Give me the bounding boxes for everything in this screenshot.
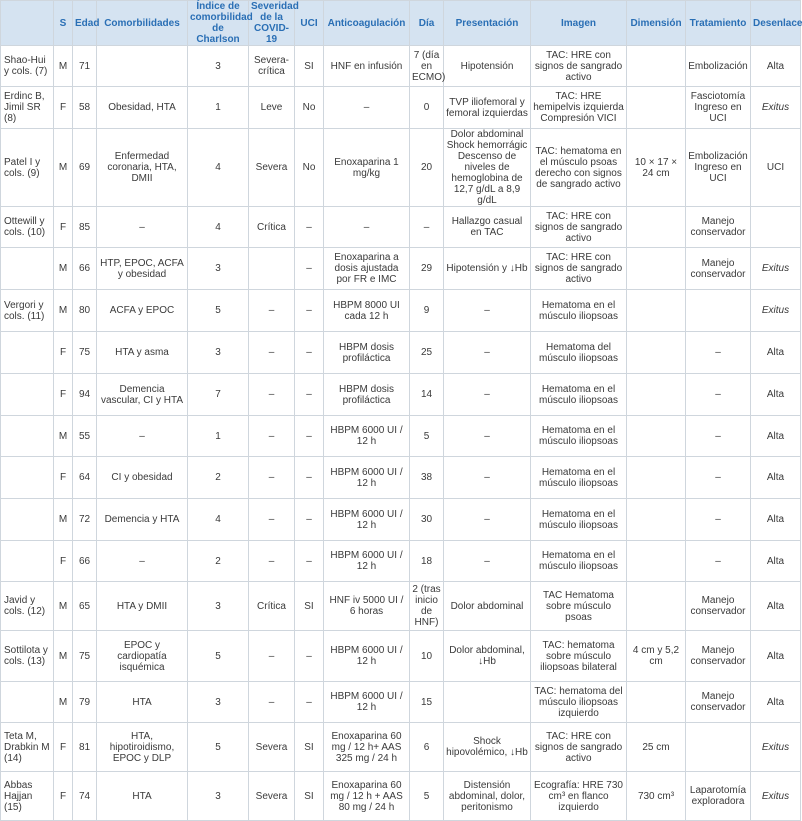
cell-s: M <box>54 46 73 87</box>
cell-autor <box>1 332 54 374</box>
cell-autor: Ottewill y cols. (10) <box>1 207 54 248</box>
cell-comorbilidades: CI y obesidad <box>97 457 188 499</box>
cell-imagen: Hematoma en el músculo iliopsoas <box>531 416 627 457</box>
cell-uci: – <box>295 631 324 682</box>
cell-charlson: 2 <box>188 541 249 582</box>
header-anticoagulacion: Anticoagulación <box>324 1 410 46</box>
cell-dimension <box>627 46 686 87</box>
cell-dia: 18 <box>410 541 444 582</box>
header-row <box>1 1 801 46</box>
cell-anticoagulacion: HBPM dosis profiláctica <box>324 332 410 374</box>
cell-desenlace: Alta <box>751 541 801 582</box>
cell-dia: – <box>410 207 444 248</box>
cell-edad: 85 <box>73 207 97 248</box>
cell-comorbilidades: Obesidad, HTA <box>97 87 188 129</box>
cell-dia: 25 <box>410 332 444 374</box>
cell-severidad: – <box>249 332 295 374</box>
cell-dimension <box>627 682 686 723</box>
cell-uci: No <box>295 87 324 129</box>
cell-edad: 72 <box>73 499 97 541</box>
cell-dimension <box>627 499 686 541</box>
cell-tratamiento <box>686 723 751 772</box>
cell-anticoagulacion: HBPM 6000 UI / 12 h <box>324 499 410 541</box>
cell-presentacion: Shock hipovolémico, ↓Hb <box>444 723 531 772</box>
table-row <box>1 87 801 129</box>
cell-uci: No <box>295 129 324 207</box>
cell-edad: 66 <box>73 248 97 290</box>
cell-severidad: Crítica <box>249 207 295 248</box>
cell-s: M <box>54 416 73 457</box>
cell-edad: 64 <box>73 457 97 499</box>
cell-severidad: – <box>249 499 295 541</box>
cell-uci: – <box>295 290 324 332</box>
cell-autor: Javid y cols. (12) <box>1 582 54 631</box>
cell-imagen: Ecografía: HRE 730 cm³ en flanco izquierdo <box>531 772 627 821</box>
cell-presentacion: Distensión abdominal, dolor, peritonismo <box>444 772 531 821</box>
cell-charlson: 2 <box>188 457 249 499</box>
cell-uci: – <box>295 541 324 582</box>
cell-uci: – <box>295 374 324 416</box>
cell-charlson: 4 <box>188 499 249 541</box>
cell-presentacion: Hallazgo casual en TAC <box>444 207 531 248</box>
cell-autor: Shao-Hui y cols. (7) <box>1 46 54 87</box>
cell-imagen: TAC: HRE con signos de sangrado activo <box>531 46 627 87</box>
table-body <box>1 46 801 821</box>
table-row <box>1 682 801 723</box>
cell-dia: 7 (día en ECMO) <box>410 46 444 87</box>
table-row <box>1 129 801 207</box>
cell-uci: – <box>295 499 324 541</box>
cell-uci: SI <box>295 46 324 87</box>
cell-edad: 75 <box>73 332 97 374</box>
cell-desenlace <box>751 207 801 248</box>
cell-autor <box>1 682 54 723</box>
cell-desenlace: UCI <box>751 129 801 207</box>
cell-dimension <box>627 541 686 582</box>
cell-desenlace-text: Exitus <box>761 790 790 802</box>
cell-tratamiento: Embolización Ingreso en UCI <box>686 129 751 207</box>
cell-edad: 55 <box>73 416 97 457</box>
cell-desenlace-text: Exitus <box>761 741 790 753</box>
cell-presentacion: – <box>444 332 531 374</box>
cell-comorbilidades: HTA y DMII <box>97 582 188 631</box>
header-severidad: Severidad de la COVID-19 <box>249 1 295 46</box>
header-sexo: S <box>54 1 73 46</box>
cell-tratamiento: – <box>686 416 751 457</box>
cell-presentacion: Dolor abdominal Shock hemorrágic Descenso de niveles de hemoglobina de 12,7 g/dL a 8,9 g/dL <box>444 129 531 207</box>
cell-s: F <box>54 332 73 374</box>
cell-dia: 14 <box>410 374 444 416</box>
cell-s: M <box>54 682 73 723</box>
table-row <box>1 723 801 772</box>
cell-anticoagulacion: HBPM dosis profiláctica <box>324 374 410 416</box>
cell-autor: Sottilota y cols. (13) <box>1 631 54 682</box>
header-uci: UCI <box>295 1 324 46</box>
cell-tratamiento: – <box>686 332 751 374</box>
cell-severidad: Severa <box>249 772 295 821</box>
cell-severidad: – <box>249 374 295 416</box>
cell-dia: 38 <box>410 457 444 499</box>
cell-imagen: Hematoma en el músculo iliopsoas <box>531 499 627 541</box>
cell-desenlace <box>751 87 801 129</box>
cell-s: M <box>54 582 73 631</box>
cell-charlson: 1 <box>188 416 249 457</box>
cell-desenlace <box>751 290 801 332</box>
cell-severidad: – <box>249 541 295 582</box>
cell-anticoagulacion: HBPM 8000 UI cada 12 h <box>324 290 410 332</box>
cell-tratamiento: Manejo conservador <box>686 682 751 723</box>
cell-s: F <box>54 374 73 416</box>
cell-autor <box>1 541 54 582</box>
cell-dia: 10 <box>410 631 444 682</box>
cell-s: F <box>54 723 73 772</box>
cell-severidad: – <box>249 416 295 457</box>
cell-presentacion: – <box>444 499 531 541</box>
cell-dimension <box>627 374 686 416</box>
cell-s: F <box>54 541 73 582</box>
header-tratamiento: Tratamiento <box>686 1 751 46</box>
cell-edad: 81 <box>73 723 97 772</box>
cell-desenlace-text: Exitus <box>761 263 790 274</box>
cell-dia: 0 <box>410 87 444 129</box>
table-row <box>1 416 801 457</box>
cell-anticoagulacion: HNF iv 5000 UI / 6 horas <box>324 582 410 631</box>
table-row <box>1 207 801 248</box>
cell-severidad: Severa <box>249 129 295 207</box>
cell-autor <box>1 499 54 541</box>
cell-comorbilidades: EPOC y cardiopatía isquémica <box>97 631 188 682</box>
cell-edad: 65 <box>73 582 97 631</box>
cell-imagen: Hematoma en el músculo iliopsoas <box>531 457 627 499</box>
cell-imagen: Hematoma en el músculo iliopsoas <box>531 290 627 332</box>
table-row <box>1 374 801 416</box>
cell-dia: 2 (tras inicio de HNF) <box>410 582 444 631</box>
cell-presentacion: – <box>444 416 531 457</box>
cell-comorbilidades: ACFA y EPOC <box>97 290 188 332</box>
cell-dimension <box>627 582 686 631</box>
cell-dia: 15 <box>410 682 444 723</box>
cell-dia: 20 <box>410 129 444 207</box>
cell-imagen: TAC: hematoma en el músculo psoas derecho con signos de sangrado activo <box>531 129 627 207</box>
cell-charlson: 3 <box>188 682 249 723</box>
cell-tratamiento: – <box>686 499 751 541</box>
cell-presentacion: – <box>444 541 531 582</box>
table-row <box>1 772 801 821</box>
cell-dimension <box>627 290 686 332</box>
cell-imagen: Hematoma en el músculo iliopsoas <box>531 374 627 416</box>
cell-presentacion: – <box>444 290 531 332</box>
cell-desenlace <box>751 772 801 821</box>
cell-desenlace: Alta <box>751 631 801 682</box>
cell-presentacion: – <box>444 457 531 499</box>
cell-presentacion <box>444 682 531 723</box>
cell-anticoagulacion: Enoxaparina 60 mg / 12 h + AAS 80 mg / 24 h <box>324 772 410 821</box>
cell-charlson: 5 <box>188 290 249 332</box>
cell-edad: 75 <box>73 631 97 682</box>
cell-dia: 5 <box>410 416 444 457</box>
cell-desenlace-text: Exitus <box>761 305 790 316</box>
cell-s: M <box>54 499 73 541</box>
header-imagen: Imagen <box>531 1 627 46</box>
cell-severidad <box>249 248 295 290</box>
header-charlson: Índice de comorbilidad de Charlson <box>188 1 249 46</box>
cell-imagen: TAC: HRE con signos de sangrado activo <box>531 207 627 248</box>
cell-imagen: TAC: hematoma sobre músculo iliopsoas bilateral <box>531 631 627 682</box>
cell-uci: SI <box>295 772 324 821</box>
table-row <box>1 290 801 332</box>
cell-tratamiento: Fasciotomía Ingreso en UCI <box>686 87 751 129</box>
cell-comorbilidades: Enfermedad coronaria, HTA, DMII <box>97 129 188 207</box>
cell-desenlace: Alta <box>751 46 801 87</box>
cell-tratamiento: Manejo conservador <box>686 582 751 631</box>
table-row <box>1 332 801 374</box>
header-comorbilidades: Comorbilidades <box>97 1 188 46</box>
cell-presentacion: Dolor abdominal, ↓Hb <box>444 631 531 682</box>
cell-uci: – <box>295 248 324 290</box>
cell-s: M <box>54 129 73 207</box>
cell-anticoagulacion: Enoxaparina 60 mg / 12 h+ AAS 325 mg / 24 h <box>324 723 410 772</box>
cell-dia: 9 <box>410 290 444 332</box>
cell-edad: 74 <box>73 772 97 821</box>
cell-imagen: Hematoma en el músculo iliopsoas <box>531 541 627 582</box>
cell-s: F <box>54 87 73 129</box>
cell-comorbilidades: – <box>97 541 188 582</box>
cell-desenlace: Alta <box>751 682 801 723</box>
cell-severidad: – <box>249 631 295 682</box>
cell-autor <box>1 416 54 457</box>
cell-dimension <box>627 207 686 248</box>
cell-desenlace: Alta <box>751 457 801 499</box>
cell-charlson: 5 <box>188 723 249 772</box>
cell-comorbilidades: HTA, hipotiroidismo, EPOC y DLP <box>97 723 188 772</box>
cell-uci: SI <box>295 582 324 631</box>
cell-charlson: 3 <box>188 248 249 290</box>
header-desenlace: Desenlace <box>751 1 801 46</box>
cell-presentacion: Hipotensión y ↓Hb <box>444 248 531 290</box>
cell-anticoagulacion: HBPM 6000 UI / 12 h <box>324 457 410 499</box>
cell-autor <box>1 248 54 290</box>
cell-severidad: – <box>249 682 295 723</box>
cell-presentacion: Dolor abdominal <box>444 582 531 631</box>
cell-anticoagulacion: HBPM 6000 UI / 12 h <box>324 631 410 682</box>
header-presentacion: Presentación <box>444 1 531 46</box>
cell-charlson: 4 <box>188 129 249 207</box>
cell-autor: Vergori y cols. (11) <box>1 290 54 332</box>
cell-dia: 30 <box>410 499 444 541</box>
cell-s: M <box>54 290 73 332</box>
cell-tratamiento: – <box>686 457 751 499</box>
cell-comorbilidades: HTA <box>97 682 188 723</box>
cell-severidad: Severa-crítica <box>249 46 295 87</box>
cell-desenlace <box>751 248 801 290</box>
cell-autor <box>1 374 54 416</box>
cell-anticoagulacion: HBPM 6000 UI / 12 h <box>324 416 410 457</box>
cell-charlson: 1 <box>188 87 249 129</box>
table-row <box>1 248 801 290</box>
cell-comorbilidades: – <box>97 207 188 248</box>
cell-dimension: 730 cm³ <box>627 772 686 821</box>
cell-tratamiento: – <box>686 541 751 582</box>
cell-comorbilidades: – <box>97 416 188 457</box>
cell-dimension <box>627 457 686 499</box>
cell-comorbilidades <box>97 46 188 87</box>
cell-dia: 6 <box>410 723 444 772</box>
cell-autor: Teta M, Drabkin M (14) <box>1 723 54 772</box>
cell-severidad: – <box>249 457 295 499</box>
cell-autor: Patel I y cols. (9) <box>1 129 54 207</box>
cell-anticoagulacion: Enoxaparina a dosis ajustada por FR e IMC <box>324 248 410 290</box>
cell-tratamiento: Laparotomía exploradora <box>686 772 751 821</box>
cell-dimension <box>627 416 686 457</box>
cell-dia: 29 <box>410 248 444 290</box>
cell-imagen: TAC Hematoma sobre músculo psoas <box>531 582 627 631</box>
cell-s: F <box>54 457 73 499</box>
table-row <box>1 499 801 541</box>
cell-edad: 80 <box>73 290 97 332</box>
cell-desenlace: Alta <box>751 499 801 541</box>
header-dia: Día <box>410 1 444 46</box>
cell-imagen: TAC: HRE hemipelvis izquierda Compresión VICI <box>531 87 627 129</box>
cell-uci: – <box>295 332 324 374</box>
cell-tratamiento <box>686 290 751 332</box>
cell-uci: – <box>295 416 324 457</box>
cell-uci: – <box>295 682 324 723</box>
cell-tratamiento: Embolización <box>686 46 751 87</box>
cell-anticoagulacion: – <box>324 87 410 129</box>
cell-desenlace: Alta <box>751 332 801 374</box>
cell-severidad: Leve <box>249 87 295 129</box>
table-row <box>1 46 801 87</box>
table-row <box>1 631 801 682</box>
cell-imagen: TAC: HRE con signos de sangrado activo <box>531 723 627 772</box>
cell-edad: 71 <box>73 46 97 87</box>
cell-autor: Abbas Hajjan (15) <box>1 772 54 821</box>
cell-s: F <box>54 207 73 248</box>
cell-s: M <box>54 631 73 682</box>
cell-edad: 66 <box>73 541 97 582</box>
cell-imagen: TAC: hematoma del músculo iliopsoas izquierdo <box>531 682 627 723</box>
cell-desenlace-text: Exitus <box>761 102 790 113</box>
cell-uci: – <box>295 207 324 248</box>
cell-comorbilidades: HTA y asma <box>97 332 188 374</box>
cell-s: F <box>54 772 73 821</box>
cell-anticoagulacion: HBPM 6000 UI / 12 h <box>324 682 410 723</box>
cell-dimension <box>627 87 686 129</box>
cell-presentacion: – <box>444 374 531 416</box>
cell-edad: 79 <box>73 682 97 723</box>
cell-uci: SI <box>295 723 324 772</box>
cell-charlson: 3 <box>188 332 249 374</box>
cell-presentacion: TVP iliofemoral y femoral izquierdas <box>444 87 531 129</box>
table-row <box>1 457 801 499</box>
header-autor <box>1 1 54 46</box>
cell-severidad: Crítica <box>249 582 295 631</box>
cell-dia: 5 <box>410 772 444 821</box>
cell-comorbilidades: HTA <box>97 772 188 821</box>
cell-s: M <box>54 248 73 290</box>
cell-dimension: 4 cm y 5,2 cm <box>627 631 686 682</box>
cell-edad: 58 <box>73 87 97 129</box>
cell-severidad: – <box>249 290 295 332</box>
cell-severidad: Severa <box>249 723 295 772</box>
cell-dimension: 10 × 17 × 24 cm <box>627 129 686 207</box>
table-row <box>1 582 801 631</box>
cell-charlson: 4 <box>188 207 249 248</box>
cell-charlson: 5 <box>188 631 249 682</box>
cell-charlson: 7 <box>188 374 249 416</box>
cell-anticoagulacion: HNF en infusión <box>324 46 410 87</box>
cell-edad: 94 <box>73 374 97 416</box>
cell-comorbilidades: Demencia vascular, CI y HTA <box>97 374 188 416</box>
cell-tratamiento: – <box>686 374 751 416</box>
cell-dimension: 25 cm <box>627 723 686 772</box>
cell-charlson: 3 <box>188 582 249 631</box>
cell-desenlace: Alta <box>751 374 801 416</box>
cell-dimension <box>627 332 686 374</box>
cell-charlson: 3 <box>188 46 249 87</box>
cell-charlson: 3 <box>188 772 249 821</box>
cell-autor <box>1 457 54 499</box>
cell-presentacion: Hipotensión <box>444 46 531 87</box>
cell-imagen: Hematoma del músculo iliopsoas <box>531 332 627 374</box>
cell-desenlace: Alta <box>751 582 801 631</box>
cell-tratamiento: Manejo conservador <box>686 631 751 682</box>
cell-imagen: TAC: HRE con signos de sangrado activo <box>531 248 627 290</box>
cell-comorbilidades: Demencia y HTA <box>97 499 188 541</box>
header-dimension: Dimensión <box>627 1 686 46</box>
cell-tratamiento: Manejo conservador <box>686 207 751 248</box>
cell-tratamiento: Manejo conservador <box>686 248 751 290</box>
cell-anticoagulacion: HBPM 6000 UI / 12 h <box>324 541 410 582</box>
table-row <box>1 541 801 582</box>
cell-anticoagulacion: – <box>324 207 410 248</box>
cell-uci: – <box>295 457 324 499</box>
cell-anticoagulacion: Enoxaparina 1 mg/kg <box>324 129 410 207</box>
cell-autor: Erdinc B, Jimil SR (8) <box>1 87 54 129</box>
cell-desenlace <box>751 723 801 772</box>
header-edad: Edad <box>73 1 97 46</box>
cell-desenlace: Alta <box>751 416 801 457</box>
cell-comorbilidades: HTP, EPOC, ACFA y obesidad <box>97 248 188 290</box>
cell-dimension <box>627 248 686 290</box>
cell-edad: 69 <box>73 129 97 207</box>
